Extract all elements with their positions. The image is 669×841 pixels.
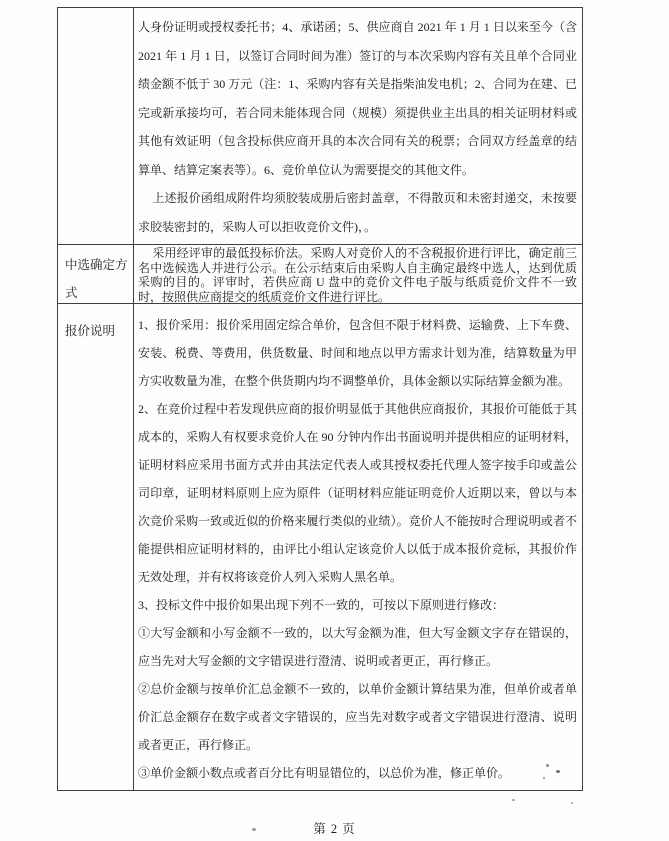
scan-speckle bbox=[571, 802, 573, 804]
row3-header-cell: 报价说明 bbox=[58, 304, 134, 790]
scan-speckle bbox=[546, 764, 549, 767]
bid-terms-table bbox=[57, 7, 583, 791]
paragraph: 上述报价函组成附件均须胶装成册后密封盖章，不得散页和未密封递交，未按要求胶装密封的，采购人可以拒收竞价文件)，。 bbox=[138, 191, 577, 234]
row2-header-cell: 中选确定方式 bbox=[58, 245, 134, 303]
paragraph: 2、在竞价过程中若发现供应商的报价明显低于其他供应商报价，其报价可能低于其成本的，采购人有权要求竞价人在 90 分钟内作出书面说明并提供相应的证明材料，证明材料应采用书面方式并由其法定代表人或其授权委托代理人签字按手印或盖公司印章，证明材料原则上应为原件（证明材料应能证明竞价人近期以来，曾以与本次竞价采购一致或近似的价格来履行类似的业绩）。竞价人不能按时合理说明或者不能提供相应证明材料的，由评比小组认定该竞价人以低于成本报价竞标，其报价作无效处理，并有权将该竞价人列入采购人黑名单。 bbox=[138, 402, 577, 584]
table-row-selection-method bbox=[58, 245, 582, 304]
paragraph: ①大写金额和小写金额不一致的，以大写金额为准，但大写金额文字存在错误的，应当先对大写金额的文字错误进行澄清、说明或者更正，再行修正。 bbox=[138, 626, 577, 668]
row1-header-cell-empty bbox=[58, 8, 134, 244]
table-row-continuation bbox=[58, 8, 582, 245]
paragraph: 1、报价采用：报价采用固定综合单价，包含但不限于材料费、运输费、上下车费、安装、税费、等费用，供货数量、时间和地点以甲方需求计划为准，结算数量为甲方实收数量为准，在整个供货期内均不调整单价，具体金额以实际结算金额为准。 bbox=[138, 318, 577, 388]
scan-speckle bbox=[512, 799, 515, 801]
paragraph: 人身份证明或授权委托书；4、承诺函；5、供应商自 2021 年 1 月 1 日以来至今（含 2021 年 1 月 1 日，以签订合同时间为准）签订的与本次采购内容有关且单个合同业绩金额不低于 30 万元（注：1、采购内容有关是指柴油发电机；2、合同为在建、已完或新承接均可，若合同未能体现合同（规模）须提供业主出具的相关证明材料或其他有效证明（包含投标供应商开具的本次合同有关的税票；合同双方经盖章的结算单、结算定案表等）。6、竞价单位认为需要提交的其他文件。 bbox=[138, 20, 577, 177]
scan-speckle bbox=[543, 777, 545, 779]
paragraph: ②总价金额与按单价汇总金额不一致的，以单价金额计算结果为准，但单价或者单价汇总金额存在数字或者文字错误的，应当先对数字或者文字错误进行澄清、说明或者更正，再行修正。 bbox=[138, 682, 577, 752]
paragraph: 3、投标文件中报价如果出现下列不一致的，可按以下原则进行修改： bbox=[138, 598, 505, 612]
table-row-quotation-notes bbox=[58, 304, 582, 790]
row1-content-cell bbox=[134, 8, 582, 244]
row2-content-cell bbox=[134, 245, 582, 303]
page-number-footer: 第 2 页 bbox=[313, 822, 356, 836]
paragraph: ③单价金额小数点或者百分比有明显错位的，以总价为准，修正单价。 bbox=[138, 766, 511, 780]
scan-speckle bbox=[556, 770, 560, 773]
paragraph: 采用经评审的最低投标价法。采购人对竞价人的不含税报价进行评比，确定前三名中选候选人并进行公示。在公示结束后由采购人自主确定最终中选人，达到优质采购的目的。评审时，若供应商 U 盘中的竞价文件电子版与纸质竞价文件不一致时，按照供应商提交的纸质竞价文件进行评比。 bbox=[138, 246, 577, 304]
row3-content-cell bbox=[134, 304, 582, 790]
